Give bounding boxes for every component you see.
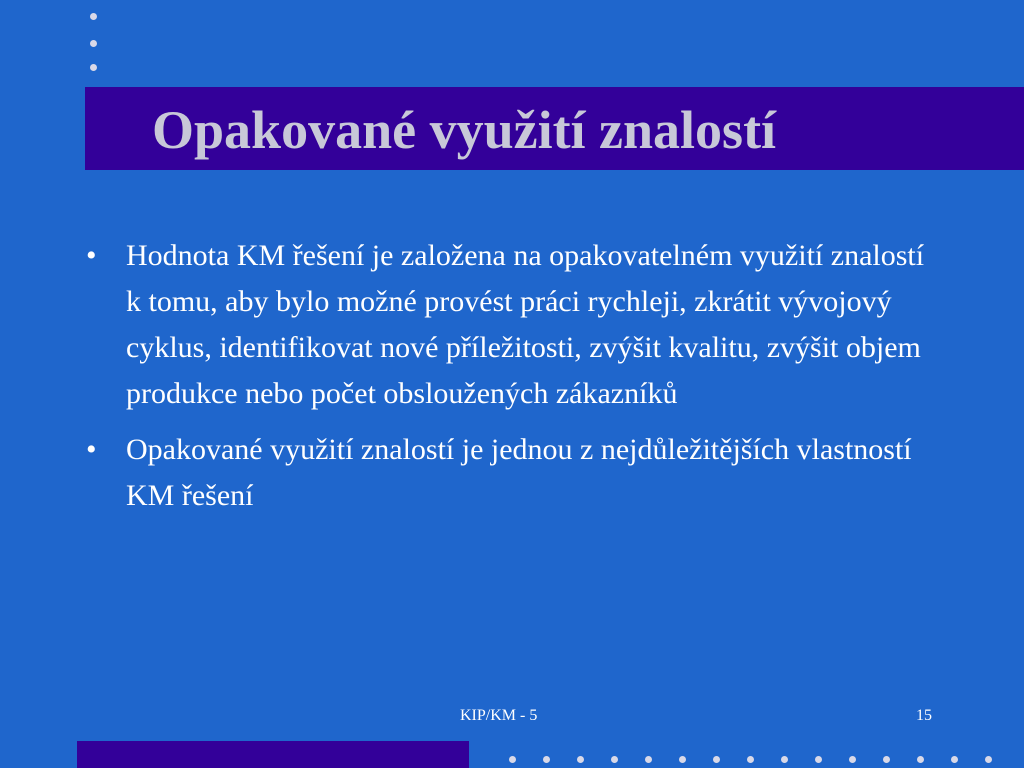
decor-dot-top-1: [90, 13, 97, 20]
bullet-icon: •: [86, 239, 97, 272]
decor-dot-bottom-5: [645, 756, 652, 763]
decor-dot-bottom-4: [611, 756, 618, 763]
bottom-bar: [77, 741, 469, 768]
page-number: 15: [916, 707, 932, 724]
decor-dot-bottom-2: [543, 756, 550, 763]
bullet-item-1: [84, 233, 944, 417]
decor-dot-bottom-9: [781, 756, 788, 763]
slide-title: Opakované využití znalostí: [152, 100, 777, 160]
decor-dot-bottom-8: [747, 756, 754, 763]
decor-dot-bottom-7: [713, 756, 720, 763]
bullet-icon: •: [86, 433, 97, 466]
decor-dot-bottom-15: [985, 756, 992, 763]
bullet-text-2: Opakované využití znalostí je jednou z nejdůležitějších vlastností KM řešení: [126, 433, 912, 512]
decor-dot-bottom-10: [815, 756, 822, 763]
footer-label: KIP/KM - 5: [460, 707, 538, 724]
decor-dot-bottom-1: [509, 756, 516, 763]
decor-dot-bottom-13: [917, 756, 924, 763]
decor-dot-bottom-11: [849, 756, 856, 763]
decor-dot-bottom-12: [883, 756, 890, 763]
decor-dot-bottom-14: [951, 756, 958, 763]
bullet-list: [84, 233, 944, 529]
bullet-item-2: [84, 427, 944, 519]
bullet-text-1: Hodnota KM řešení je založena na opakovatelném využití znalostí k tomu, aby bylo možné provést práci rychleji, zkrátit vývojový cyklus, identifikovat nové příležitosti, zvýšit kvalitu, zvýšit objem produkce nebo počet obsloužených zákazníků: [126, 239, 925, 410]
decor-dot-top-3: [90, 64, 97, 71]
decor-dot-bottom-6: [679, 756, 686, 763]
decor-dot-top-2: [90, 40, 97, 47]
decor-dot-bottom-3: [577, 756, 584, 763]
